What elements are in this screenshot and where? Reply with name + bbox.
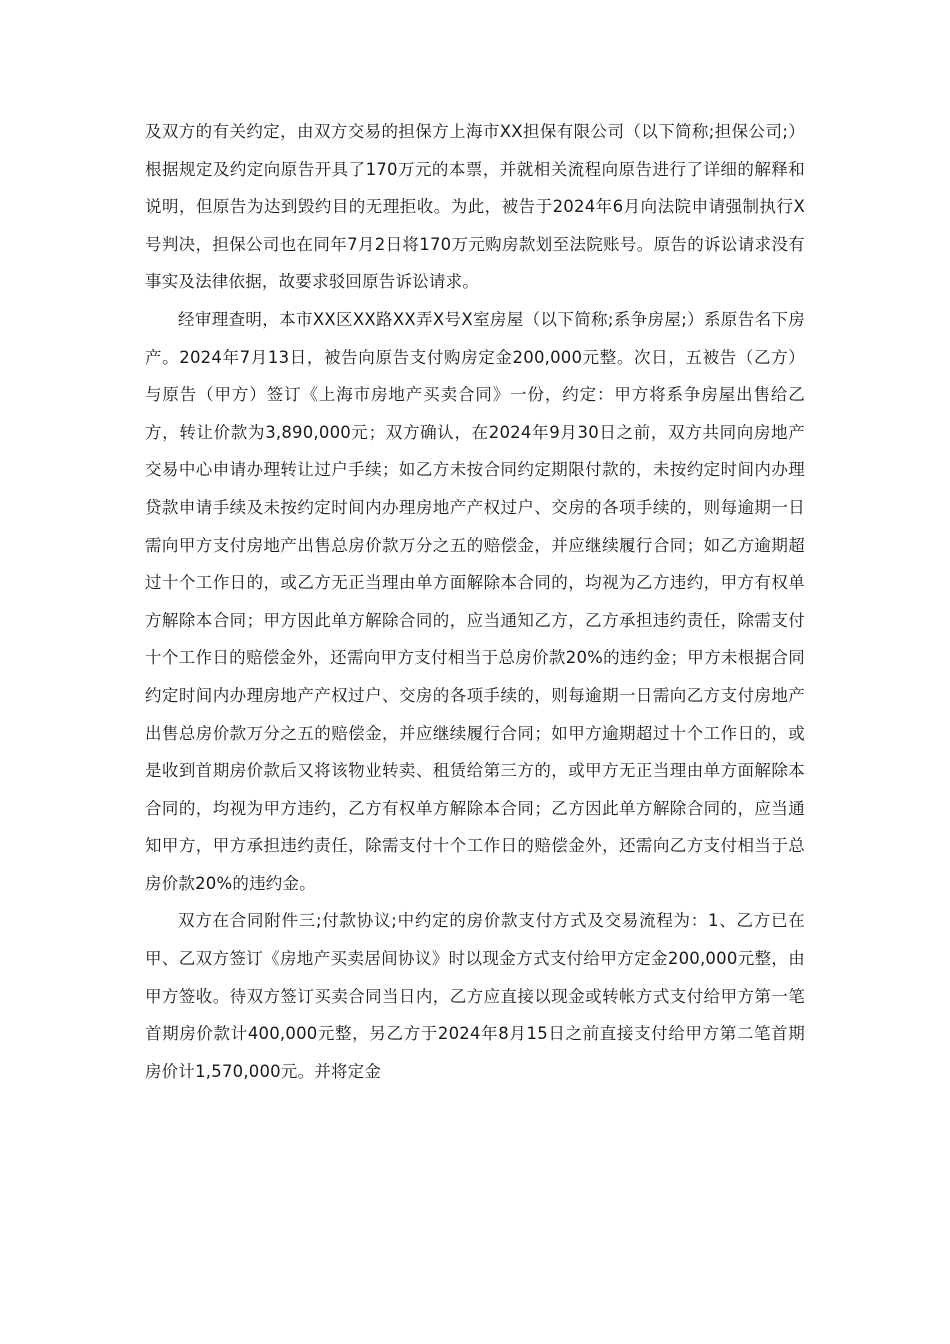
document-body (145, 113, 805, 1090)
paragraph-continued: 及双方的有关约定，由双方交易的担保方上海市XX担保有限公司（以下简称;担保公司;）根据规定及约定向原告开具了170万元的本票，并就相关流程向原告进行了详细的解释和说明，但原告为达到毁约目的无理拒收。为此，被告于2024年6月向法院申请强制执行X号判决，担保公司也在同年7月2日将170万元购房款划至法院账号。原告的诉讼请求没有事实及法律依据，故要求驳回原告诉讼请求。 (145, 122, 805, 292)
paragraph-payment-agreement: 双方在合同附件三;付款协议;中约定的房价款支付方式及交易流程为：1、乙方已在甲、乙双方签订《房地产买卖居间协议》时以现金方式支付给甲方定金200,000元整，由甲方签收。待双方签订买卖合同当日内，乙方应直接以现金或转帐方式支付给甲方第一笔首期房价款计400,000元整，另乙方于2024年8月15日之前直接支付给甲方第二笔首期房价计1,570,000元。并将定金 (145, 911, 805, 1081)
paragraph-findings: 经审理查明，本市XX区XX路XX弄X号X室房屋（以下简称;系争房屋;）系原告名下房产。2024年7月13日，被告向原告支付购房定金200,000元整。次日，五被告（乙方）与原告（甲方）签订《上海市房地产买卖合同》一份，约定：甲方将系争房屋出售给乙方，转让价款为3,890,000元；双方确认，在2024年9月30日之前，双方共同向房地产交易中心申请办理转让过户手续；如乙方未按合同约定期限付款的，未按约定时间内办理贷款申请手续及未按约定时间内办理房地产产权过户、交房的各项手续的，则每逾期一日需向甲方支付房地产出售总房价款万分之五的赔偿金，并应继续履行合同；如乙方逾期超过十个工作日的，或乙方无正当理由单方面解除本合同的，均视为乙方违约，甲方有权单方解除本合同；甲方因此单方解除合同的，应当通知乙方，乙方承担违约责任，除需支付十个工作日的赔偿金外，还需向甲方支付相当于总房价款20%的违约金；甲方未根据合同约定时间内办理房地产产权过户、交房的各项手续的，则每逾期一日需向乙方支付房地产出售总房价款万分之五的赔偿金，并应继续履行合同；如甲方逾期超过十个工作日的，或是收到首期房价款后又将该物业转卖、租赁给第三方的，或甲方无正当理由单方面解除本合同的，均视为甲方违约，乙方有权单方解除本合同；乙方因此单方解除合同的，应当通知甲方，甲方承担违约责任，除需支付十个工作日的赔偿金外，还需向乙方支付相当于总房价款20%的违约金。 (145, 309, 805, 893)
